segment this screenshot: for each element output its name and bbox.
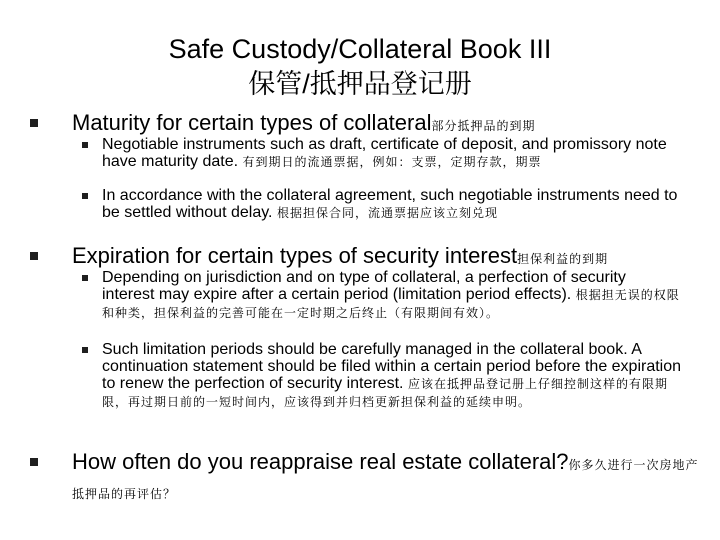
sub-bullet-text: Such limitation periods should be carefully managed in the collateral book. A continuation statement should be filed within a certain period before the expiration to renew the perfection of security interest. <box>102 341 682 392</box>
sub-bullet-text: Depending on jurisdiction and on type of collateral, a perfection of security interest may expire after a certain period (limitation period effects). <box>102 269 626 303</box>
square-bullet-icon <box>82 142 88 148</box>
bullet-heading-cn: 部分抵押品的到期 <box>431 119 536 133</box>
sub-bullet-limitation <box>82 341 682 411</box>
sub-bullet-settlement <box>82 187 682 222</box>
bullet-heading: Maturity for certain types of collateral <box>72 110 432 135</box>
title-english: Safe Custody/Collateral Book III <box>168 34 552 64</box>
sub-bullet-text-cn: 应该在抵押品登记册上仔细控制这样的有限期限，再过期日前的一短时间内，应该得到并归档更新担保利益的延续申明。 <box>102 377 668 409</box>
title-chinese: 保管/抵押品登记册 <box>248 69 472 99</box>
bullet-expiration <box>30 243 700 272</box>
sub-bullet-text: In accordance with the collateral agreement, such negotiable instruments need to be settled without delay. <box>102 187 678 221</box>
square-bullet-icon <box>30 458 38 466</box>
sub-bullet-text-cn: 根据担无误的权限和种类，担保利益的完善可能在一定时期之后终止（有限期间有效）。 <box>102 288 680 320</box>
slide-title <box>0 32 720 102</box>
sub-bullet-negotiable <box>82 136 682 171</box>
square-bullet-icon <box>82 347 88 353</box>
sub-bullet-jurisdiction <box>82 269 682 322</box>
bullet-heading-cn: 担保利益的到期 <box>517 252 609 266</box>
square-bullet-icon <box>82 275 88 281</box>
sub-bullet-text-cn: 有到期日的流通票据，例如：支票，定期存款，期票 <box>242 155 542 169</box>
bullet-reappraise <box>30 449 700 507</box>
sub-bullet-text: Negotiable instruments such as draft, certificate of deposit, and promissory note have maturity date. <box>102 136 667 170</box>
square-bullet-icon <box>30 252 38 260</box>
bullet-maturity <box>30 110 700 139</box>
bullet-heading: How often do you reappraise real estate collateral? <box>72 449 569 474</box>
bullet-heading-cn: 你多久进行一次房地产抵押品的再评估？ <box>72 458 699 501</box>
square-bullet-icon <box>82 193 88 199</box>
sub-bullet-text-cn: 根据担保合同，流通票据应该立刻兑现 <box>276 206 498 220</box>
bullet-heading: Expiration for certain types of security interest <box>72 243 518 268</box>
square-bullet-icon <box>30 119 38 127</box>
